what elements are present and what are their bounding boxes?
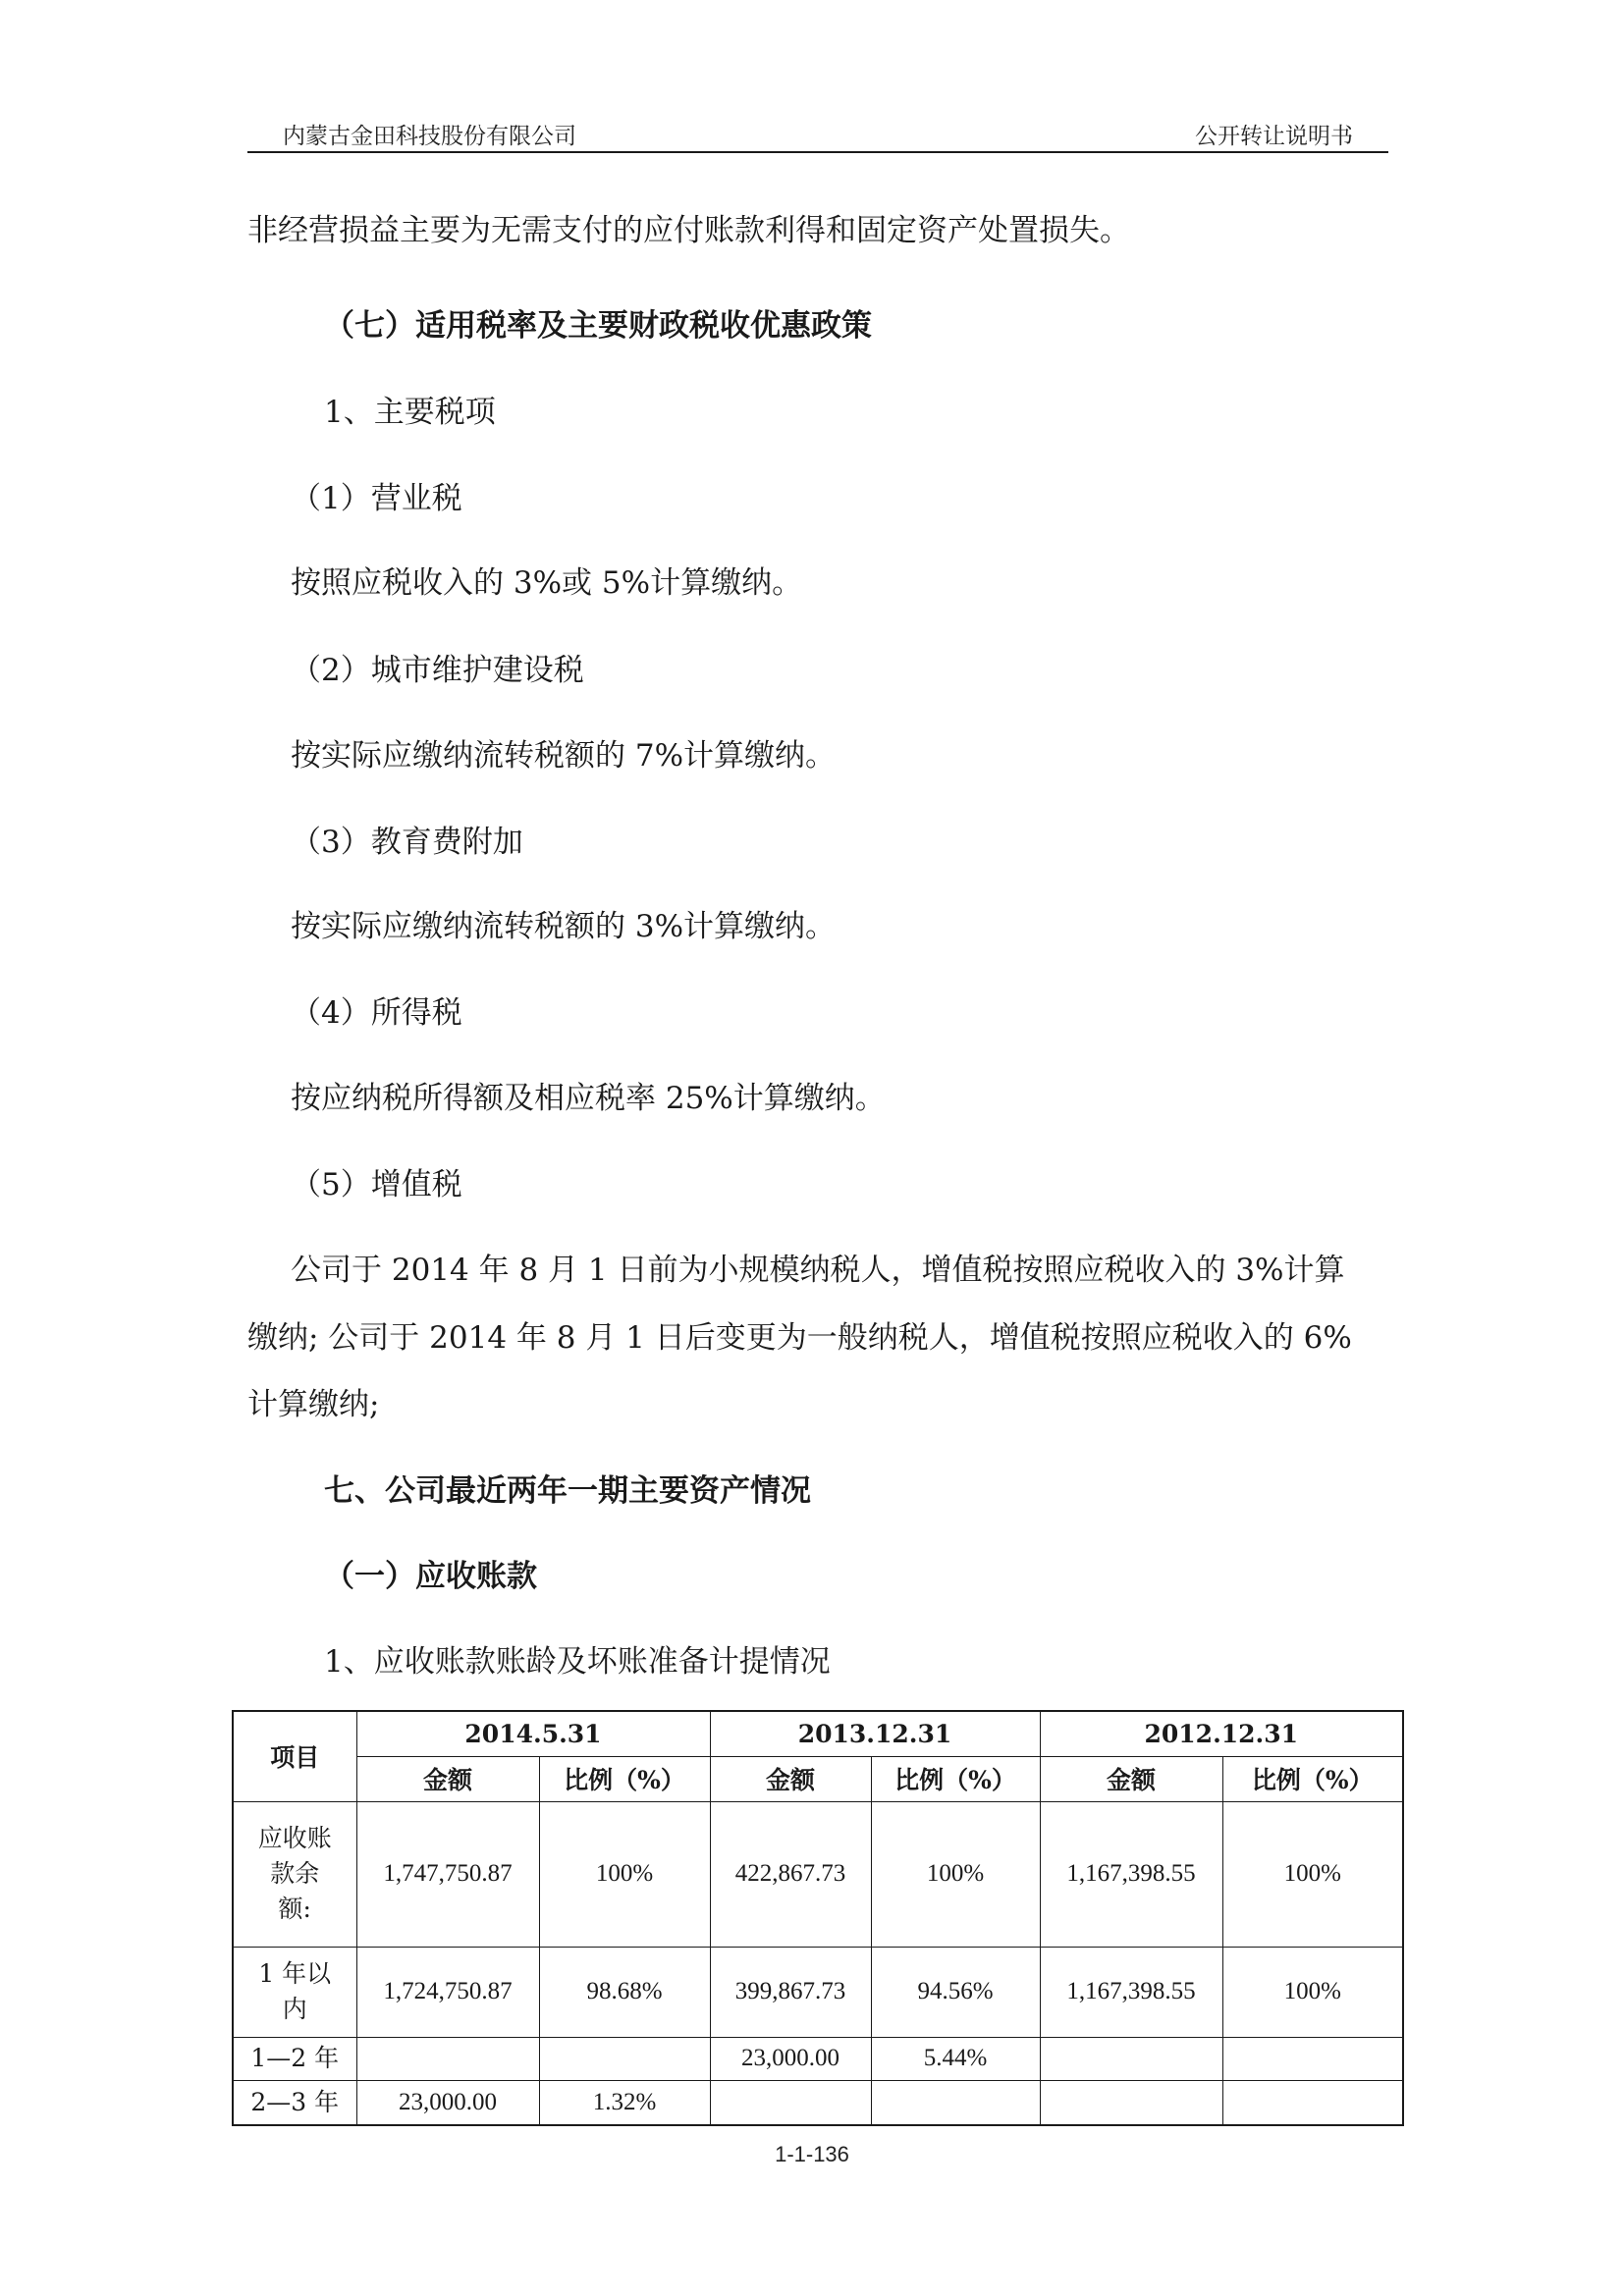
row-label: 1—2 年 — [233, 2037, 356, 2080]
table-row — [233, 2037, 1403, 2080]
receivables-subtitle: 1、应收账款账龄及坏账准备计提情况 — [324, 1644, 831, 1680]
tax-title: （1）营业税 — [291, 481, 462, 516]
row-label — [233, 1801, 356, 1947]
period-header: 2013.12.31 — [710, 1711, 1040, 1756]
tax-title: （2）城市维护建设税 — [291, 653, 584, 688]
chapter7-title: 七、公司最近两年一期主要资产情况 — [324, 1473, 811, 1509]
ratio-cell — [871, 2080, 1040, 2125]
period-header: 2014.5.31 — [356, 1711, 710, 1756]
header-company: 内蒙古金田科技股份有限公司 — [283, 124, 576, 149]
page-header — [247, 110, 1388, 149]
ratio-cell: 100% — [1222, 1947, 1403, 2037]
receivables-title: （一）应收账款 — [324, 1559, 537, 1594]
ratio-cell: 1.32% — [539, 2080, 710, 2125]
ratio-cell: 100% — [1222, 1801, 1403, 1947]
row-label: 2—3 年 — [233, 2080, 356, 2125]
amount-cell — [356, 2037, 539, 2080]
page-number: 1-1-136 — [775, 2142, 849, 2166]
amount-cell — [1040, 2037, 1222, 2080]
amount-header: 金额 — [1040, 1756, 1222, 1801]
table-row — [233, 1947, 1403, 2037]
tax-desc: 按照应税收入的 3%或 5%计算缴纳。 — [291, 565, 803, 601]
table-row — [233, 1801, 1403, 1947]
table-row — [233, 2080, 1403, 2125]
vat-paragraph-line: 计算缴纳; — [247, 1387, 380, 1422]
receivables-aging-table — [232, 1710, 1404, 2126]
amount-cell: 399,867.73 — [710, 1947, 871, 2037]
intro-line: 非经营损益主要为无需支付的应付账款利得和固定资产处置损失。 — [247, 213, 1130, 248]
ratio-cell — [1222, 2080, 1403, 2125]
tax-title: （3）教育费附加 — [291, 825, 523, 860]
row-label-line: 内 — [282, 1995, 307, 2023]
header-divider — [247, 151, 1388, 153]
ratio-cell — [539, 2037, 710, 2080]
tax-title: （4）所得税 — [291, 995, 462, 1031]
vat-paragraph-line: 缴纳; 公司于 2014 年 8 月 1 日后变更为一般纳税人，增值税按照应税收入的 6% — [247, 1320, 1352, 1356]
row-label-line: 1 年以 — [258, 1959, 332, 1988]
tax-title: （5）增值税 — [291, 1167, 462, 1202]
row-label-line: 应收账 — [257, 1824, 332, 1852]
ratio-header: 比例（%） — [1222, 1756, 1403, 1801]
amount-cell — [710, 2080, 871, 2125]
tax-desc: 按实际应缴纳流转税额的 3%计算缴纳。 — [291, 909, 837, 944]
tax-desc: 按应纳税所得额及相应税率 25%计算缴纳。 — [291, 1081, 886, 1116]
subsection1-title: 1、主要税项 — [324, 395, 496, 430]
item-header: 项目 — [233, 1711, 356, 1801]
amount-cell: 23,000.00 — [356, 2080, 539, 2125]
ratio-cell: 5.44% — [871, 2037, 1040, 2080]
ratio-cell: 98.68% — [539, 1947, 710, 2037]
vat-paragraph-line: 公司于 2014 年 8 月 1 日前为小规模纳税人，增值税按照应税收入的 3%计算 — [291, 1253, 1345, 1288]
ratio-cell — [1222, 2037, 1403, 2080]
ratio-cell: 100% — [539, 1801, 710, 1947]
row-label-line: 款余 — [270, 1859, 320, 1888]
row-label-line: 额: — [278, 1895, 311, 1923]
amount-header: 金额 — [710, 1756, 871, 1801]
table-subheader-row — [233, 1756, 1403, 1801]
table-header-row — [233, 1711, 1403, 1756]
amount-cell: 23,000.00 — [710, 2037, 871, 2080]
ratio-header: 比例（%） — [871, 1756, 1040, 1801]
ratio-header: 比例（%） — [539, 1756, 710, 1801]
header-doc-type: 公开转让说明书 — [1195, 124, 1353, 149]
amount-cell: 1,167,398.55 — [1040, 1801, 1222, 1947]
amount-cell: 422,867.73 — [710, 1801, 871, 1947]
tax-desc: 按实际应缴纳流转税额的 7%计算缴纳。 — [291, 738, 837, 774]
period-header: 2012.12.31 — [1040, 1711, 1403, 1756]
amount-header: 金额 — [356, 1756, 539, 1801]
ratio-cell: 100% — [871, 1801, 1040, 1947]
ratio-cell: 94.56% — [871, 1947, 1040, 2037]
amount-cell — [1040, 2080, 1222, 2125]
amount-cell: 1,747,750.87 — [356, 1801, 539, 1947]
row-label — [233, 1947, 356, 2037]
amount-cell: 1,724,750.87 — [356, 1947, 539, 2037]
amount-cell: 1,167,398.55 — [1040, 1947, 1222, 2037]
section7-title: （七）适用税率及主要财政税收优惠政策 — [324, 308, 872, 344]
